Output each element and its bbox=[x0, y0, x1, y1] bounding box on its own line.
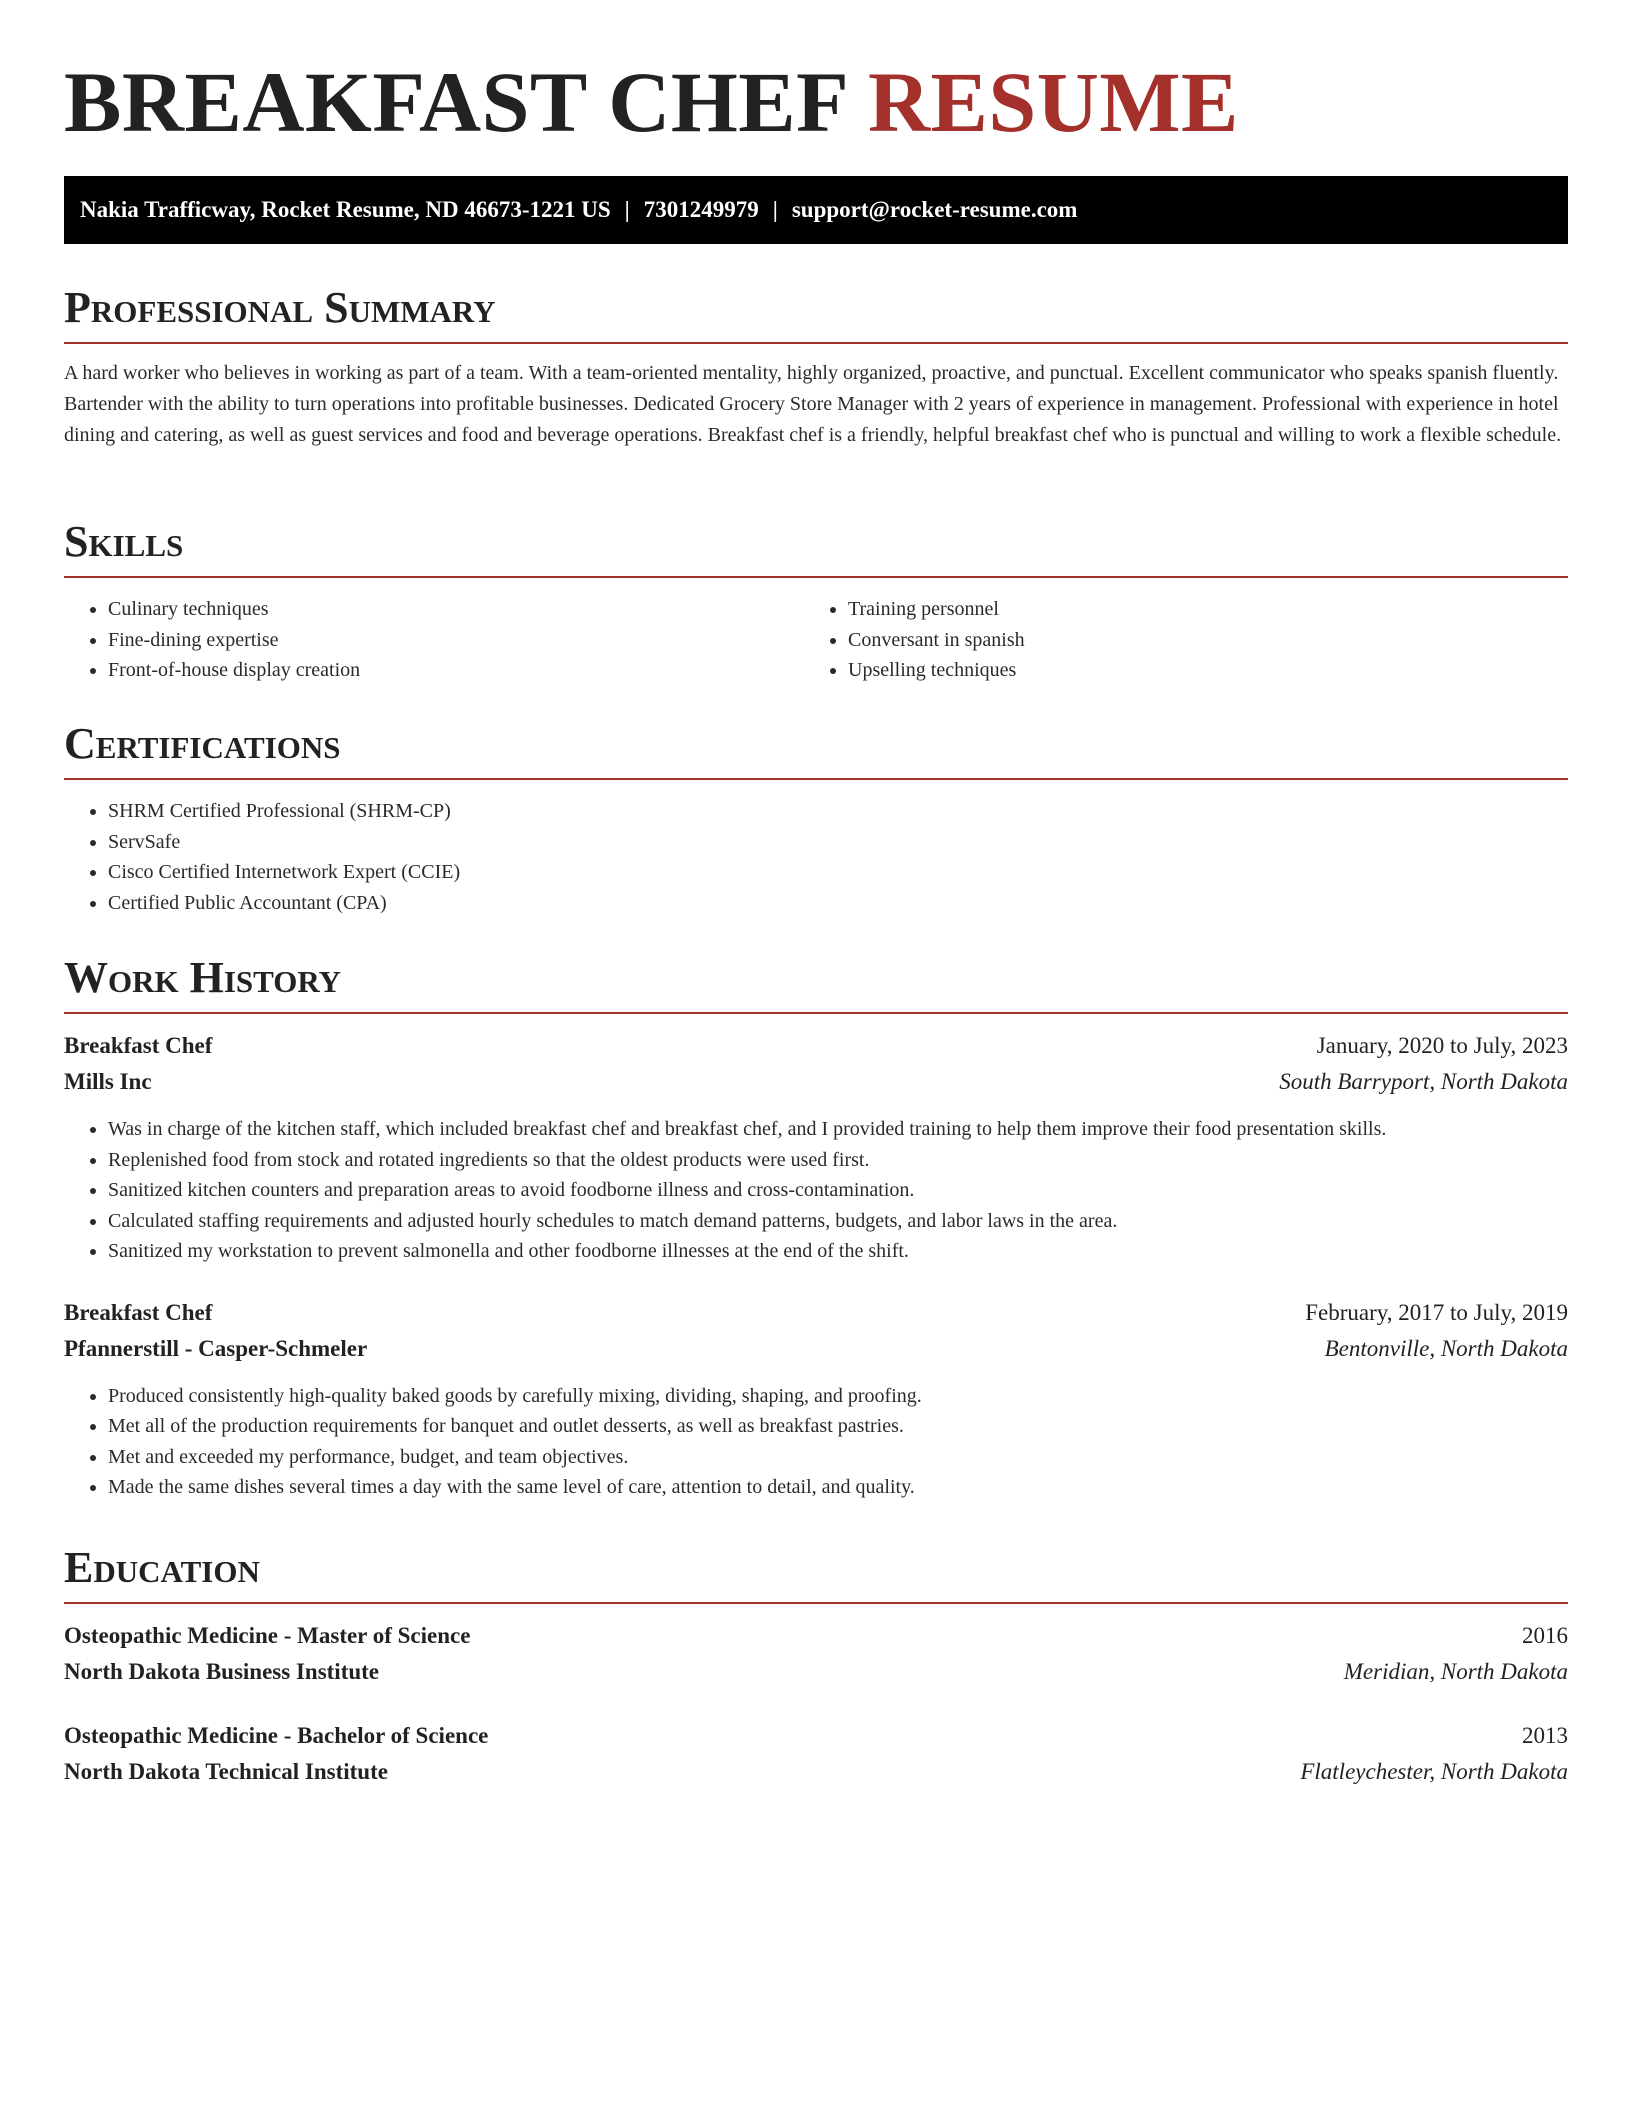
list-item: • Calculated staffing requirements and adjusted hourly schedules to match demand patterns, budgets, and labor laws in the area. bbox=[108, 1206, 1568, 1237]
list-item: • SHRM Certified Professional (SHRM-CP) bbox=[108, 796, 1568, 827]
list-item: • Sanitized kitchen counters and preparation areas to avoid foodborne illness and cross-contamination. bbox=[108, 1175, 1568, 1206]
work-history-section bbox=[64, 952, 1568, 1503]
education-entry bbox=[64, 1618, 1568, 1690]
certifications-section bbox=[64, 718, 1568, 918]
education-degree: Osteopathic Medicine - Bachelor of Science bbox=[64, 1723, 489, 1748]
list-item: • Certified Public Accountant (CPA) bbox=[108, 888, 1568, 919]
work-history-heading: Work History bbox=[64, 953, 342, 1002]
list-item: • Made the same dishes several times a day with the same level of care, attention to detail, and quality. bbox=[108, 1472, 1568, 1503]
contact-address: Nakia Trafficway, Rocket Resume, ND 46673-1221 US bbox=[80, 197, 611, 222]
job-entry bbox=[64, 1295, 1568, 1503]
education-school: North Dakota Business Institute bbox=[64, 1659, 380, 1684]
list-item: • Cisco Certified Internetwork Expert (CCIE) bbox=[108, 857, 1568, 888]
list-item: • Sanitized my workstation to prevent salmonella and other foodborne illnesses at the end of the shift. bbox=[108, 1236, 1568, 1267]
education-degree: Osteopathic Medicine - Master of Science bbox=[64, 1623, 471, 1648]
skills-columns bbox=[64, 578, 1568, 686]
list-item: • Front-of-house display creation bbox=[108, 655, 804, 686]
job-dates: February, 2017 to July, 2019 bbox=[1305, 1299, 1568, 1325]
education-year: 2013 bbox=[1522, 1723, 1568, 1748]
contact-email[interactable]: support@rocket-resume.com bbox=[791, 197, 1078, 222]
section-divider bbox=[64, 1012, 1568, 1014]
contact-bar bbox=[64, 176, 1568, 244]
education-school: North Dakota Technical Institute bbox=[64, 1759, 388, 1784]
education-year: 2016 bbox=[1522, 1623, 1568, 1648]
contact-phone[interactable]: 7301249979 bbox=[643, 197, 759, 222]
section-divider bbox=[64, 342, 1568, 344]
section-divider bbox=[64, 1602, 1568, 1604]
job-company: Pfannerstill - Casper-Schmeler bbox=[64, 1335, 368, 1361]
list-item: • ServSafe bbox=[108, 827, 1568, 858]
education-heading: Education bbox=[64, 1543, 260, 1592]
list-item: • Met and exceeded my performance, budget, and team objectives. bbox=[108, 1442, 1568, 1473]
education-section bbox=[64, 1542, 1568, 1790]
skills-column-left bbox=[64, 578, 804, 686]
list-item: • Training personnel bbox=[848, 594, 1544, 625]
education-location: Meridian, North Dakota bbox=[1343, 1659, 1568, 1684]
contact-separator: | bbox=[772, 197, 778, 222]
list-item: • Upselling techniques bbox=[848, 655, 1544, 686]
list-item: • Produced consistently high-quality baked goods by carefully mixing, dividing, shaping, and proofing. bbox=[108, 1381, 1568, 1412]
job-title: Breakfast Chef bbox=[64, 1033, 213, 1058]
list-item: • Conversant in spanish bbox=[848, 625, 1544, 656]
job-entry bbox=[64, 1028, 1568, 1267]
list-item: • Fine-dining expertise bbox=[108, 625, 804, 656]
job-location: South Barryport, North Dakota bbox=[1279, 1069, 1568, 1094]
education-location: Flatleychester, North Dakota bbox=[1300, 1759, 1568, 1784]
resume-page bbox=[64, 0, 1568, 1784]
list-item: • Met all of the production requirements for banquet and outlet desserts, as well as breakfast pastries. bbox=[108, 1411, 1568, 1442]
skills-heading: Skills bbox=[64, 517, 184, 566]
contact-separator: | bbox=[624, 197, 630, 222]
list-item: • Culinary techniques bbox=[108, 594, 804, 625]
section-divider bbox=[64, 778, 1568, 780]
list-item: • Replenished food from stock and rotated ingredients so that the oldest products were used first. bbox=[108, 1145, 1568, 1176]
skills-section bbox=[64, 516, 1568, 686]
education-entry bbox=[64, 1718, 1568, 1790]
job-dates: January, 2020 to July, 2023 bbox=[1316, 1033, 1568, 1058]
summary-section bbox=[64, 282, 1568, 451]
job-title: Breakfast Chef bbox=[64, 1299, 213, 1325]
certifications-heading: Certifications bbox=[64, 719, 341, 768]
list-item: • Was in charge of the kitchen staff, which included breakfast chef and breakfast chef, and I provided training to help them improve their food presentation skills. bbox=[108, 1114, 1568, 1145]
job-company: Mills Inc bbox=[64, 1069, 152, 1094]
job-location: Bentonville, North Dakota bbox=[1324, 1335, 1568, 1361]
summary-heading: Professional Summary bbox=[64, 283, 496, 332]
title-accent: RESUME bbox=[867, 54, 1239, 150]
page-title bbox=[64, 0, 1568, 152]
skills-column-right bbox=[804, 578, 1544, 686]
title-main: BREAKFAST CHEF bbox=[64, 54, 846, 150]
summary-text: A hard worker who believes in working as part of a team. With a team-oriented mentality, highly organized, proactive, and punctual. Excellent communicator who speaks spanish fluently. Bartender with the ability to turn operations into profitable businesses. Dedicated Grocery Store Manager with 2 years of experience in management. Professional with experience in hotel dining and catering, as well as guest services and food and beverage operations. Breakfast chef is a friendly, helpful breakfast chef who is punctual and willing to work a flexible schedule. bbox=[64, 362, 1562, 446]
